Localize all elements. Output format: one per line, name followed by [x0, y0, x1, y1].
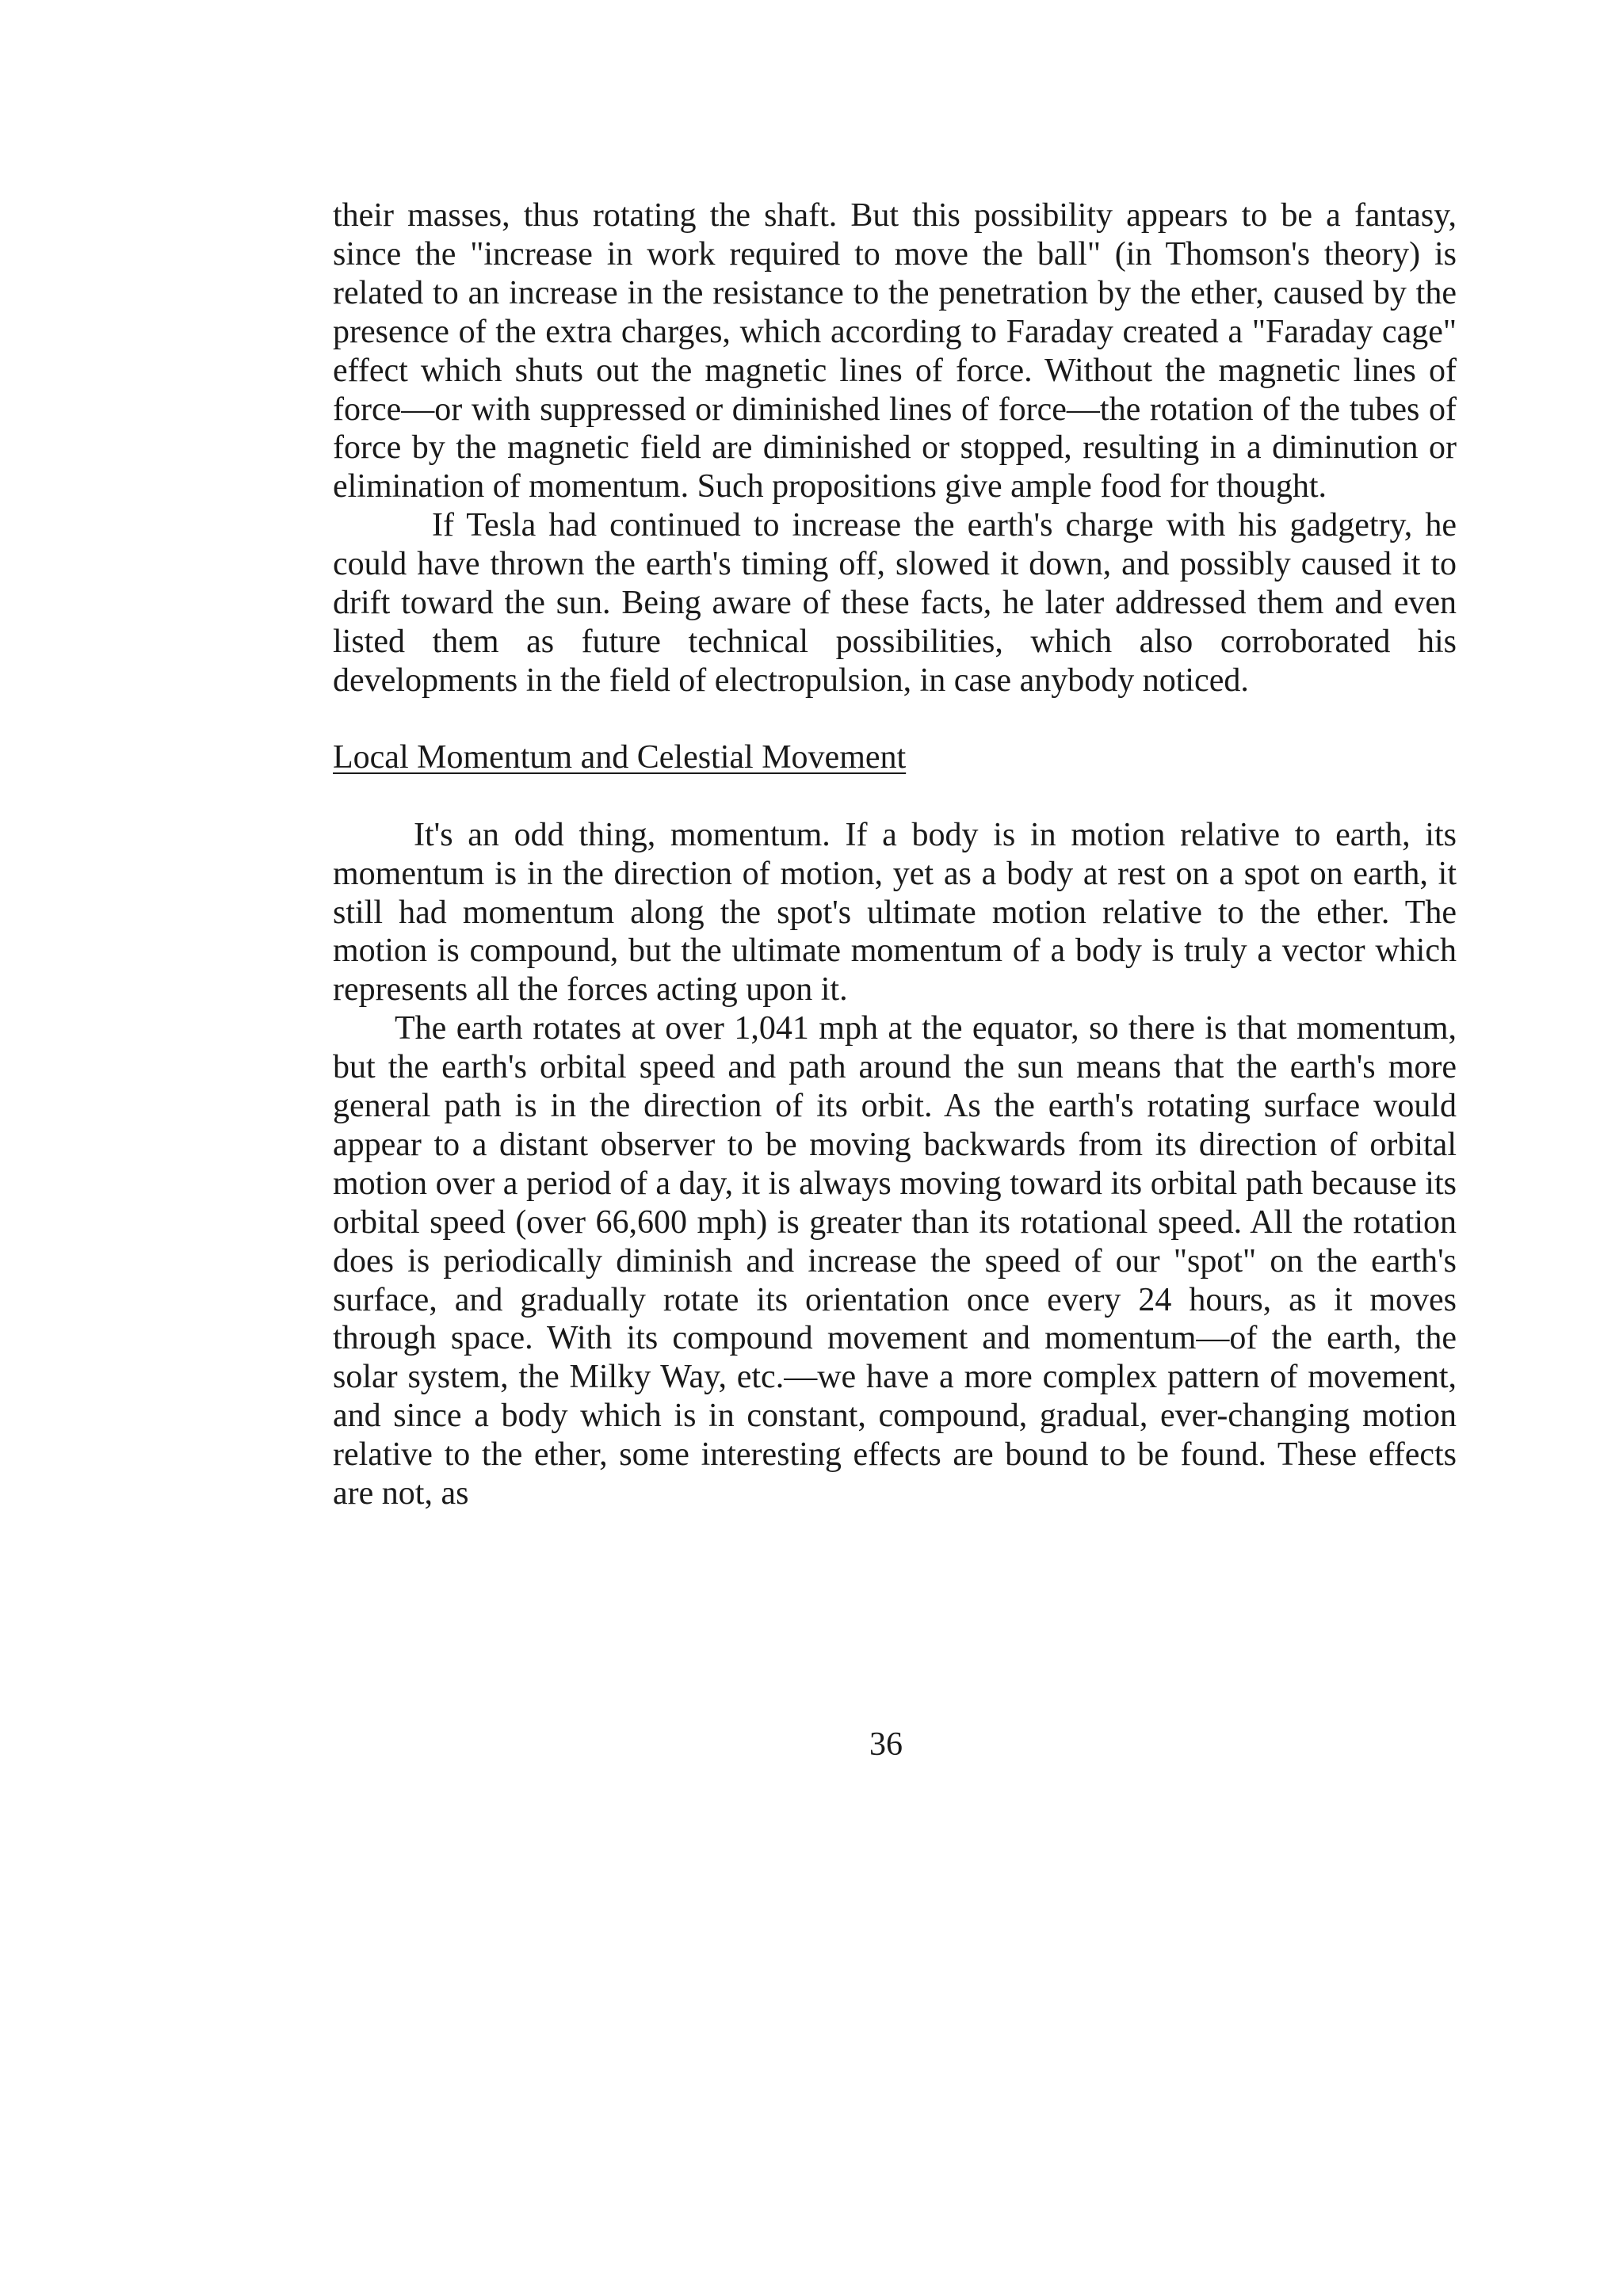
- body-paragraph: their masses, thus rotating the shaft. But this possibility appears to be a fantasy, since the "increase in work required to move the ball" (in Thomson's theory) is related to an increase in the resistance to the penetration by the ether, caused by the presence of the extra charges, which according to Faraday created a "Faraday cage" effect which shuts out the magnetic lines of force. Without the magnetic lines of force—or with suppressed or diminished lines of force—the rotation of the tubes of force by the magnetic field are diminished or stopped, resulting in a diminution or elimination of momentum. Such propositions give ample food for thought.: [333, 197, 1457, 505]
- section-heading: Local Momentum and Celestial Movement: [333, 738, 907, 776]
- page-number: 36: [869, 1726, 903, 1763]
- page-body: [333, 196, 1457, 1513]
- body-paragraph: It's an odd thing, momentum. If a body is in motion relative to earth, its momentum is in the direction of motion, yet as a body at rest on a spot on earth, it still had momentum along the spot's ultimate motion relative to the ether. The motion is compound, but the ultimate momentum of a body is truly a vector which represents all the forces acting upon it.: [333, 816, 1457, 1009]
- body-paragraph: If Tesla had continued to increase the earth's charge with his gadgetry, he could have thrown the earth's timing off, slowed it down, and possibly caused it to drift toward the sun. Being aware of these facts, he later addressed them and even listed them as future technical possibilities, which also corroborated his developments in the field of electropulsion, in case anybody noticed.: [333, 507, 1457, 699]
- body-paragraph: The earth rotates at over 1,041 mph at the equator, so there is that momentum, but the earth's orbital speed and path around the sun means that the earth's more general path is in the direction of its orbit. As the earth's rotating surface would appear to a distant observer to be moving backwards from its direction of orbital motion over a period of a day, it is always moving toward its orbital path because its orbital speed (over 66,600 mph) is greater than its rotational speed. All the rotation does is periodically diminish and increase the speed of our "spot" on the earth's surface, and gradually rotate its orientation once every 24 hours, as it moves through space. With its compound movement and momentum—of the earth, the solar system, the Milky Way, etc.—we have a more complex pattern of movement, and since a body which is in constant, compound, gradual, ever-changing motion relative to the ether, some interesting effects are bound to be found. These effects are not, as: [333, 1010, 1457, 1512]
